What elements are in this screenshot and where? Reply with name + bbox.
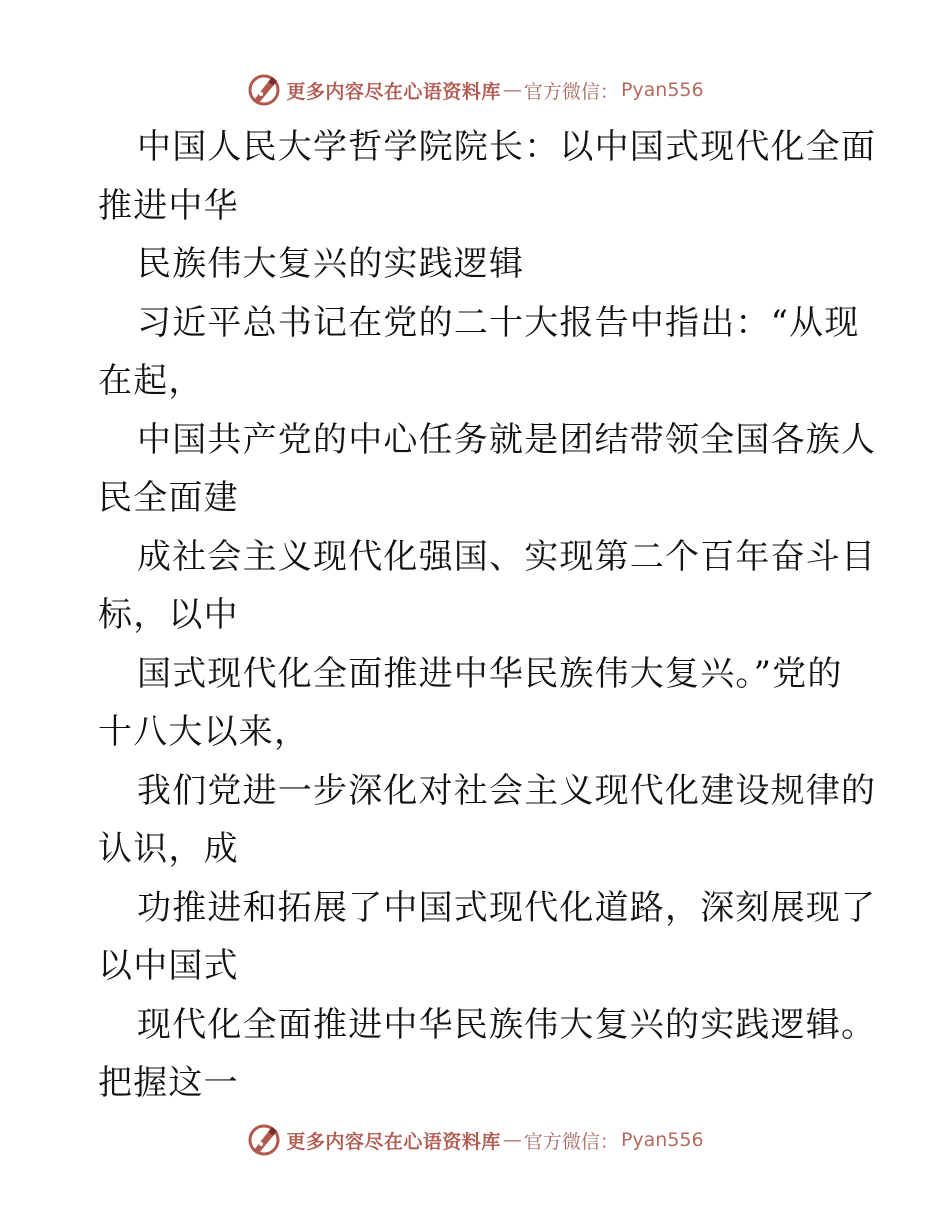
body-line: 把握这一 xyxy=(98,1063,239,1103)
body-line: 民族伟大复兴的实践逻辑 xyxy=(137,244,525,284)
body-line: 推进中华 xyxy=(98,185,239,226)
body-line: 中国人民大学哲学院院长：以中国式现代化全面 xyxy=(137,127,877,167)
body-line: 十八大以来， xyxy=(98,712,310,752)
pen-logo-icon xyxy=(246,72,282,108)
banner-label: 官方微信： xyxy=(523,1130,619,1153)
document-body xyxy=(98,118,877,1113)
banner-wechat-id: Pyan556 xyxy=(620,79,704,101)
body-line: 中国共产党的中心任务就是团结带领全国各族人 xyxy=(137,419,877,460)
body-line: 我们党进一步深化对社会主义现代化建设规律的 xyxy=(137,770,877,811)
body-line: 以中国式 xyxy=(98,946,239,986)
pen-logo-icon xyxy=(246,1122,282,1158)
banner-label: 官方微信： xyxy=(523,80,619,103)
body-line: 标，以中 xyxy=(98,595,239,635)
body-line: 在起， xyxy=(98,361,204,401)
banner-wechat-id: Pyan556 xyxy=(620,1129,704,1151)
body-line: 国式现代化全面推进中华民族伟大复兴。”党的 xyxy=(137,653,843,694)
footer-banner xyxy=(0,1118,950,1162)
header-banner xyxy=(0,68,950,112)
banner-title: 更多内容尽在心语资料库 xyxy=(286,80,501,103)
body-line: 成社会主义现代化强国、实现第二个百年奋斗目 xyxy=(137,536,877,577)
body-line: 功推进和拓展了中国式现代化道路，深刻展现了 xyxy=(137,887,877,928)
banner-title: 更多内容尽在心语资料库 xyxy=(286,1130,501,1153)
body-line: 习近平总书记在党的二十大报告中指出：“从现 xyxy=(137,302,860,343)
body-line: 认识，成 xyxy=(98,829,239,869)
body-line: 现代化全面推进中华民族伟大复兴的实践逻辑。 xyxy=(137,1004,877,1045)
banner-dash: — xyxy=(502,1129,522,1151)
body-line: 民全面建 xyxy=(98,478,239,518)
banner-dash: — xyxy=(502,79,522,101)
